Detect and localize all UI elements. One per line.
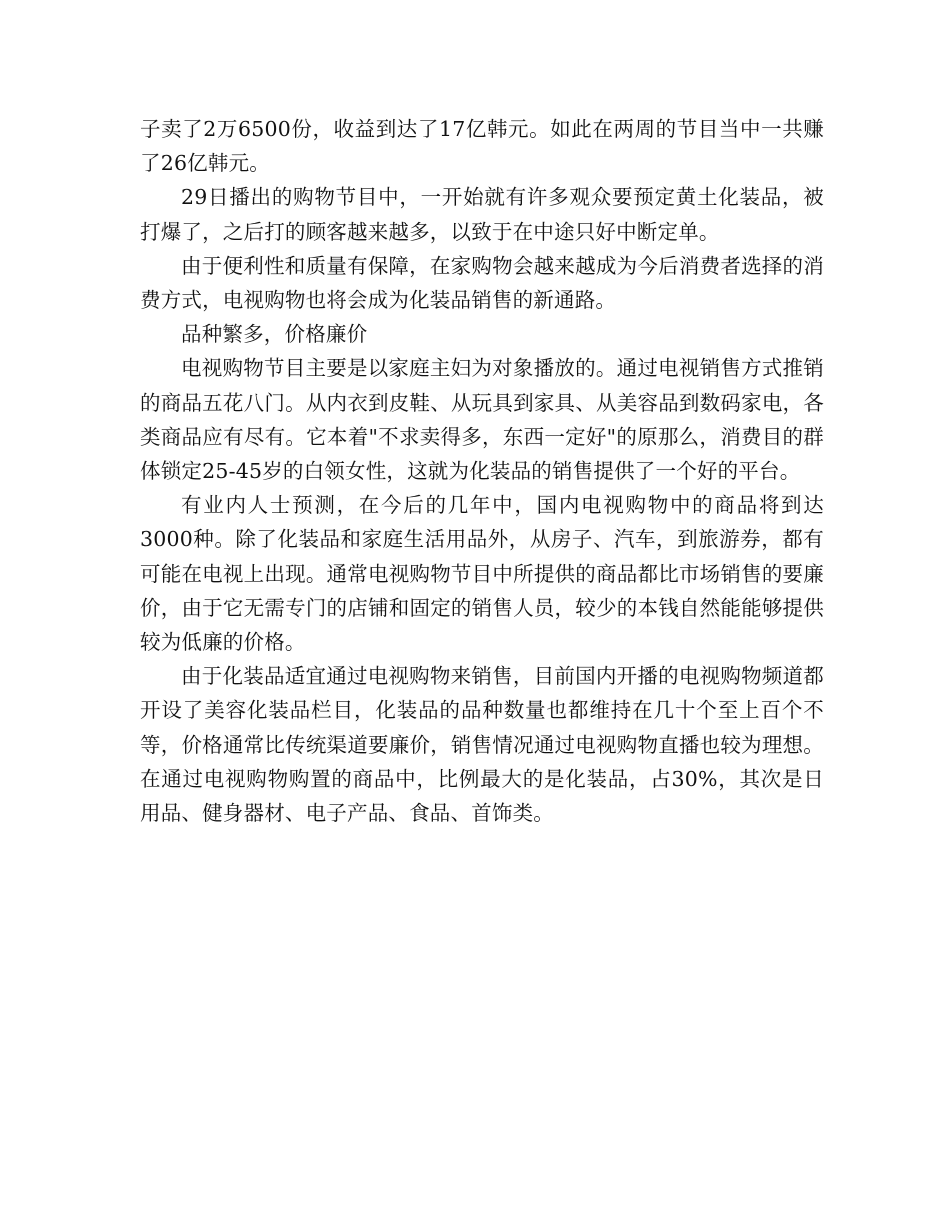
document-page xyxy=(140,112,824,830)
paragraph-3: 由于便利性和质量有保障，在家购物会越来越成为今后消费者选择的消费方式，电视购物也将会成为化装品销售的新通路。 xyxy=(140,253,824,313)
paragraph-2: 29日播出的购物节目中，一开始就有许多观众要预定黄土化装品，被打爆了，之后打的顾客越来越多，以致于在中途只好中断定单。 xyxy=(140,185,824,244)
paragraph-7: 由于化装品适宜通过电视购物来销售，目前国内开播的电视购物频道都开设了美容化装品栏目，化装品的品种数量也都维持在几十个至上百个不等，价格通常比传统渠道要廉价，销售情况通过电视购物直播也较为理想。在通过电视购物购置的商品中，比例最大的是化装品，占30%，其次是日用品、健身器材、电子产品、食品、首饰类。 xyxy=(140,664,824,826)
paragraph-5: 电视购物节目主要是以家庭主妇为对象播放的。通过电视销售方式推销的商品五花八门。从内衣到皮鞋、从玩具到家具、从美容品到数码家电，各类商品应有尽有。它本着"不求卖得多，东西一定好"的原那么，消费目的群体锁定25-45岁的白领女性，这就为化装品的销售提供了一个好的平台。 xyxy=(140,356,824,484)
paragraph-1: 子卖了2万6500份，收益到达了17亿韩元。如此在两周的节目当中一共赚了26亿韩元。 xyxy=(140,117,824,176)
section-heading: 品种繁多，价格廉价 xyxy=(181,322,368,347)
paragraph-6: 有业内人士预测，在今后的几年中，国内电视购物中的商品将到达3000种。除了化装品和家庭生活用品外，从房子、汽车，到旅游券，都有可能在电视上出现。通常电视购物节目中所提供的商品都比市场销售的要廉价，由于它无需专门的店铺和固定的销售人员，较少的本钱自然能能够提供较为低廉的价格。 xyxy=(140,493,824,655)
